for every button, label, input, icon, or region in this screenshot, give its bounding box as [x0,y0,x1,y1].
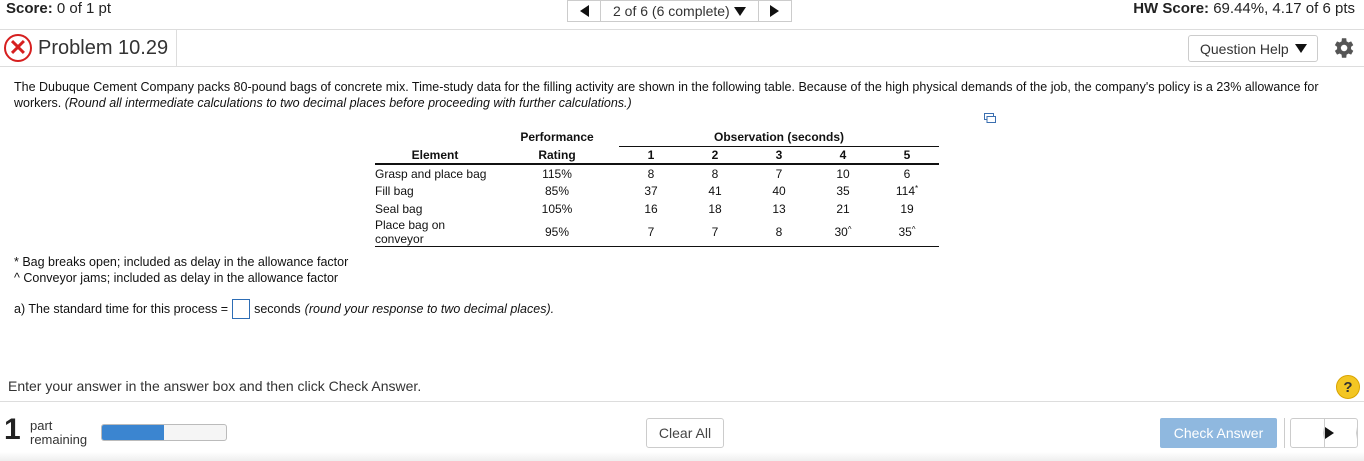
element-cell: Seal bag [375,202,423,216]
obs-cell [875,182,939,200]
obs-value: 35 [898,225,912,239]
prev-button[interactable] [1291,419,1325,447]
table-row [375,200,939,218]
obs-cell [683,218,747,247]
problem-title-box [2,30,177,66]
answer-input[interactable] [232,299,250,319]
obs-value: 7 [775,166,783,181]
clear-all-button[interactable]: Clear All [646,418,724,448]
next-button[interactable] [1325,419,1358,447]
question-text [14,79,1324,111]
header-obs-2: 2 [683,146,747,164]
obs-value: 41 [708,184,722,198]
chevron-left-icon [1291,427,1324,439]
rating-cell: 115% [542,166,572,181]
hw-score-value: 69.44%, 4.17 of 6 pts [1213,0,1355,17]
header-element: Element [375,146,495,164]
obs-value: 8 [647,166,655,181]
obs-value: 37 [644,184,658,198]
footer [0,401,1364,461]
question-help-label: Question Help [1200,40,1289,57]
chevron-right-icon [770,5,779,17]
table-row [375,218,939,247]
obs-value: 21 [836,202,850,216]
obs-cell [875,218,939,247]
obs-value: 30 [834,225,848,239]
header-obs-4: 4 [811,146,875,164]
score-label: Score: [6,0,53,17]
header-obs-5: 5 [875,146,939,164]
delay-mark: * [915,184,919,193]
check-answer-button[interactable]: Check Answer [1160,418,1277,448]
parts-remaining-count: 1 [4,413,21,446]
header-rating: Rating [495,146,619,164]
obs-cell [619,182,683,200]
problem-header [0,29,1364,67]
gear-icon[interactable] [1330,35,1356,61]
obs-value: 7 [711,225,719,239]
parts-remaining-label [30,419,87,447]
chevron-left-icon [580,5,589,17]
element-cell: Fill bag [375,184,414,198]
table-header-row-1 [375,128,939,146]
table-row [375,182,939,200]
top-bar [0,0,1364,19]
obs-cell [619,200,683,218]
header-obs-1: 1 [619,146,683,164]
question-instruction: (Round all intermediate calculations to two decimal places before proceeding with further calculations.) [64,96,632,110]
obs-value: 19 [900,202,914,216]
time-study-table [375,128,939,247]
obs-cell [747,218,811,247]
delay-mark: ^ [911,225,916,234]
question-body: The Dubuque Cement Company packs 80-pound bags of concrete mix. Time-study data for the filling activity are shown in the following table. Because of the high physical demands of the job, the company's policy is a 23% allowance for workers. [14,80,1319,110]
chevron-right-icon [1325,427,1358,439]
part-label: part [30,418,53,433]
obs-cell [811,200,875,218]
obs-cell [875,200,939,218]
obs-value: 114 [895,184,915,198]
progress-bar [101,424,227,441]
question-nav [567,0,792,22]
obs-value: 18 [708,202,722,216]
table-row [375,164,939,182]
x-circle-icon: ✕ [4,34,32,62]
obs-cell [683,200,747,218]
answer-prefix: a) The standard time for this process = [14,302,229,316]
score [6,0,111,18]
question-help-button[interactable] [1188,35,1318,62]
rating-cell: 105% [541,202,573,216]
element-cell: Place bag on conveyor [375,218,495,247]
header-performance: Performance [520,130,594,144]
prev-question-button[interactable] [567,0,601,22]
obs-cell [811,182,875,200]
rating-cell: 95% [495,218,619,247]
obs-cell [811,218,875,247]
copy-icon[interactable] [984,113,996,123]
obs-value: 13 [772,202,786,216]
obs-value: 35 [836,184,850,198]
next-question-button[interactable] [758,0,792,22]
rating-cell: 85% [544,184,570,198]
footnotes [14,254,348,286]
problem-title: Problem 10.29 [38,36,169,59]
obs-value: 8 [711,166,719,181]
obs-cell [683,164,747,182]
divider [1284,418,1285,448]
table-header-row-2 [375,146,939,164]
obs-cell [683,182,747,200]
remaining-label: remaining [30,432,88,447]
answer-row [14,299,554,319]
footer-nav [1290,418,1358,448]
score-value: 0 of 1 pt [56,0,112,17]
footnote-conveyor-jams: ^ Conveyor jams; included as delay in the allowance factor [14,271,339,285]
obs-value: 7 [647,225,655,239]
obs-value: 8 [775,225,783,239]
caret-down-icon [734,7,746,16]
header-observation: Observation (seconds) [619,128,939,146]
element-cell: Grasp and place bag [375,166,487,181]
answer-hint: (round your response to two decimal places). [304,302,555,316]
footnote-bag-breaks: * Bag breaks open; included as delay in the allowance factor [14,255,349,269]
obs-value: 40 [772,184,786,198]
answer-instruction: Enter your answer in the answer box and then click Check Answer. [8,378,422,394]
obs-value: 16 [644,202,658,216]
obs-cell [875,164,939,182]
hw-score-label: HW Score: [1133,0,1210,17]
obs-cell [619,218,683,247]
answer-unit: seconds [254,302,301,316]
question-selector[interactable] [601,0,758,22]
question-status: 2 of 6 (6 complete) [613,3,730,19]
progress-fill [102,425,164,440]
obs-cell [811,164,875,182]
obs-value: 10 [836,166,850,181]
header-obs-3: 3 [747,146,811,164]
obs-cell [747,200,811,218]
obs-value: 6 [903,166,911,181]
delay-mark: ^ [847,225,852,234]
obs-cell [619,164,683,182]
obs-cell [747,164,811,182]
caret-down-icon [1295,44,1307,53]
help-icon[interactable]: ? [1336,375,1360,399]
obs-cell [747,182,811,200]
hw-score [1133,0,1355,18]
